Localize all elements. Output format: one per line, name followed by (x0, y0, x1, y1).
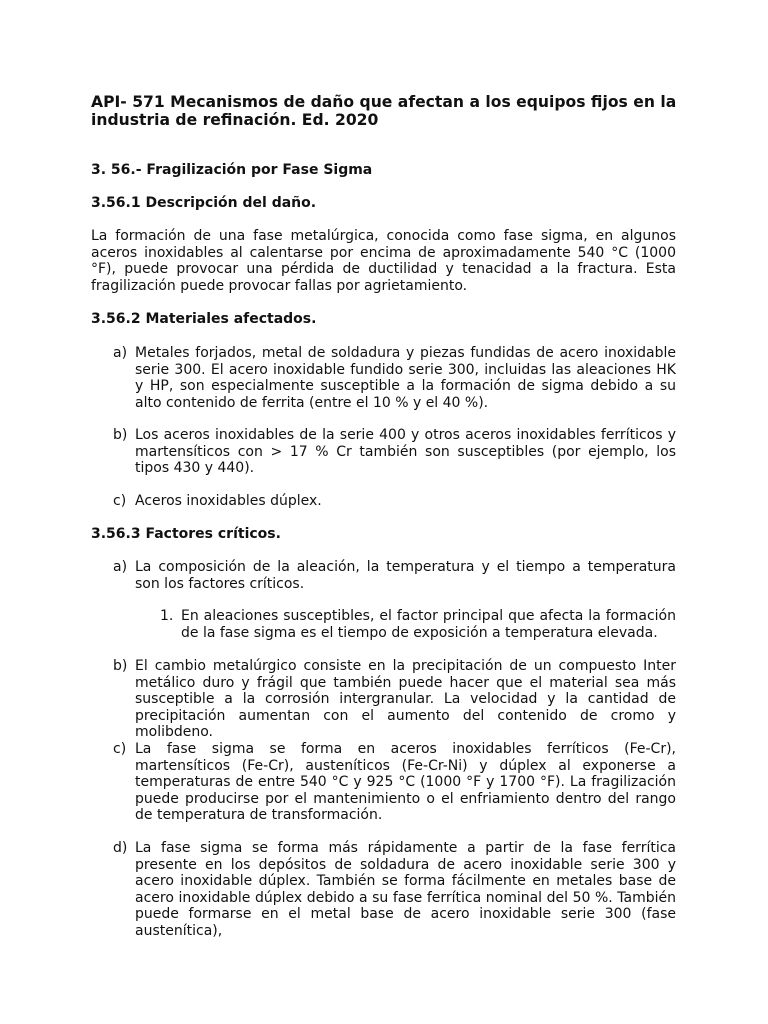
list-item (113, 559, 676, 592)
list-item-text: La fase sigma se forma en aceros inoxidables ferríticos (Fe-Cr), martensíticos (Fe-Cr), austeníticos (Fe-Cr-Ni) y dúplex al exponerse a temperaturas de entre 540 °C y 925 °C (1000 °F y 1700 °F). La fragilización puede producirse por el mantenimiento o el enfriamiento dentro del rango de temperatura de transformación. (135, 741, 676, 824)
subsection-heading-critical-factors: 3.56.3 Factores críticos. (91, 526, 281, 542)
section-heading: 3. 56.- Fragilización por Fase Sigma (91, 162, 373, 178)
list-marker: c) (113, 741, 127, 757)
list-item (113, 493, 676, 510)
description-paragraph: La formación de una fase metalúrgica, conocida como fase sigma, en algunos aceros inoxidables al calentarse por encima de aproximadamente 540 °C (1000 °F), puede provocar una pérdida de ductilidad y tenacidad a la fractura. Esta fragilización puede provocar fallas por agrietamiento. (91, 228, 676, 294)
list-item (113, 840, 676, 940)
list-marker: 1. (160, 608, 174, 624)
list-item-text: El cambio metalúrgico consiste en la precipitación de un compuesto Inter metálico duro y frágil que también puede hacer que el material sea más susceptible a la corrosión intergranular. La velocidad y la cantidad de precipitación aumentan con el aumento del contenido de cromo y molibdeno. (135, 658, 676, 741)
list-marker: d) (113, 840, 128, 856)
subsection-heading-materials: 3.56.2 Materiales afectados. (91, 311, 317, 327)
document-title: API- 571 Mecanismos de daño que afectan a los equipos fijos en la industria de refinación. Ed. 2020 (91, 93, 677, 129)
list-marker: a) (113, 559, 128, 575)
list-marker: b) (113, 658, 128, 674)
list-item-text: Aceros inoxidables dúplex. (135, 493, 322, 509)
list-item-text: La fase sigma se forma más rápidamente a partir de la fase ferrítica presente en los depósitos de soldadura de acero inoxidable serie 300 y acero inoxidable dúplex. También se forma fácilmente en metales base de acero inoxidable dúplex debido a su fase ferrítica nominal del 50 %. También puede formarse en el metal base de acero inoxidable serie 300 (fase austenítica), (135, 840, 676, 939)
list-item (113, 427, 676, 477)
list-marker: a) (113, 345, 128, 361)
list-item-text: En aleaciones susceptibles, el factor principal que afecta la formación de la fase sigma es el tiempo de exposición a temperatura elevada. (181, 608, 676, 641)
subsection-heading-description: 3.56.1 Descripción del daño. (91, 195, 317, 211)
list-item (113, 741, 676, 824)
list-item-text: Metales forjados, metal de soldadura y piezas fundidas de acero inoxidable serie 300. El acero inoxidable fundido serie 300, incluidas las aleaciones HK y HP, son especialmente susceptible a la formación de sigma debido a su alto contenido de ferrita (entre el 10 % y el 40 %). (135, 345, 676, 411)
list-item (113, 345, 676, 411)
list-marker: b) (113, 427, 128, 443)
list-item-text: Los aceros inoxidables de la serie 400 y otros aceros inoxidables ferríticos y martensíticos con > 17 % Cr también son susceptibles (por ejemplo, los tipos 430 y 440). (135, 427, 676, 477)
list-item-text: La composición de la aleación, la temperatura y el tiempo a temperatura son los factores críticos. (135, 559, 676, 592)
numbered-subitem (160, 608, 676, 641)
list-marker: c) (113, 493, 127, 509)
list-item (113, 658, 676, 741)
